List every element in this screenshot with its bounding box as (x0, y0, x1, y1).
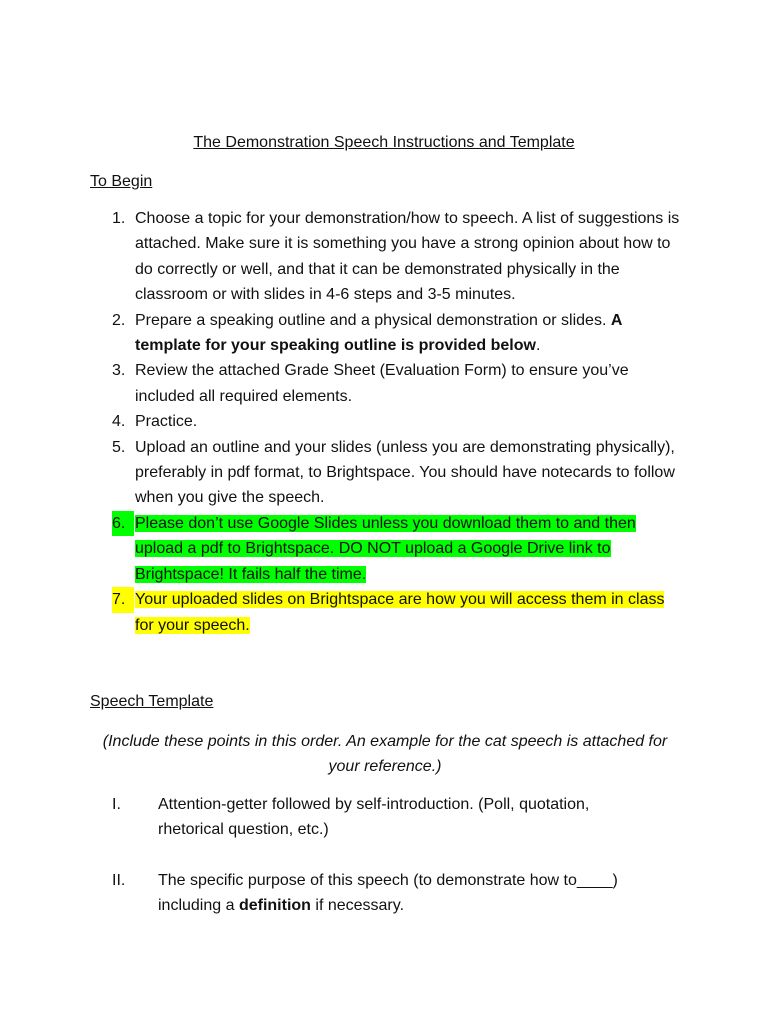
highlighted-text: Please don’t use Google Slides unless you download them to and then upload a pdf to Brightspace. DO NOT upload a Google Drive link to Brightspace! It fails half the time. (135, 514, 636, 583)
list-number: 3. (112, 362, 126, 380)
list-item-text: Review the attached Grade Sheet (Evaluation Form) to ensure you’ve included all required elements. (135, 362, 629, 405)
outline-item-text-after: if necessary. (310, 897, 405, 915)
list-item-text (135, 511, 680, 587)
list-item-highlighted-yellow (0, 587, 768, 638)
list-number: 1. (112, 210, 126, 227)
list-item-text: Choose a topic for your demonstration/how to speech. A list of suggestions is attached. Make sure it is something you have a strong opinion about how to do correctly or well, and that it can be demonstrated physically in the classroom or with slides in 4-6 steps and 3-5 minutes. (135, 210, 680, 304)
list-item (0, 308, 768, 359)
list-number: 6. (112, 511, 134, 536)
section-heading-speech-template: Speech Template (90, 693, 214, 710)
list-number: 5. (112, 438, 126, 456)
list-item (0, 435, 768, 511)
list-item-text: Upload an outline and your slides (unless you are demonstrating physically), preferably in pdf format, to Brightspace. You should have notecards to follow when you give the speech. (135, 438, 675, 507)
list-item-text-bold: A template for your speaking outline is provided below (135, 311, 622, 355)
outline-list (0, 868, 768, 919)
outline-item (0, 868, 768, 919)
outline-list (0, 792, 768, 843)
list-number: 4. (112, 413, 126, 431)
document-title: The Demonstration Speech Instructions and Template (193, 134, 575, 151)
outline-item-text (158, 868, 658, 919)
list-item (0, 206, 768, 308)
list-item-text-plain: Prepare a speaking outline and a physical demonstration or slides. (135, 311, 611, 329)
highlighted-text: Your uploaded slides on Brightspace are how you will access them in class for your speech. (135, 591, 665, 634)
outline-item-text-plain: The specific purpose of this speech (to demonstrate how to____) including a (158, 872, 618, 915)
list-number: 7. (112, 587, 134, 612)
section-heading-to-begin: To Begin (90, 173, 153, 190)
outline-item (0, 792, 768, 843)
list-item-text (135, 587, 680, 638)
list-item-text: Practice. (135, 413, 198, 431)
section-note: (Include these points in this order. An example for the cat speech is attached for your reference.) (102, 733, 668, 776)
list-number: 2. (112, 311, 126, 329)
list-item-text-after: . (535, 337, 541, 355)
list-item (0, 409, 768, 434)
outline-item-text: Attention-getter followed by self-introduction. (Poll, quotation, rhetorical question, etc.) (158, 796, 590, 839)
outline-number: II. (112, 872, 126, 889)
outline-item-text-bold: definition (238, 897, 311, 915)
outline-number: I. (112, 796, 121, 813)
list-item (0, 358, 768, 409)
list-item-text (135, 308, 680, 359)
steps-list (0, 206, 768, 638)
list-item-highlighted-green (0, 511, 768, 587)
